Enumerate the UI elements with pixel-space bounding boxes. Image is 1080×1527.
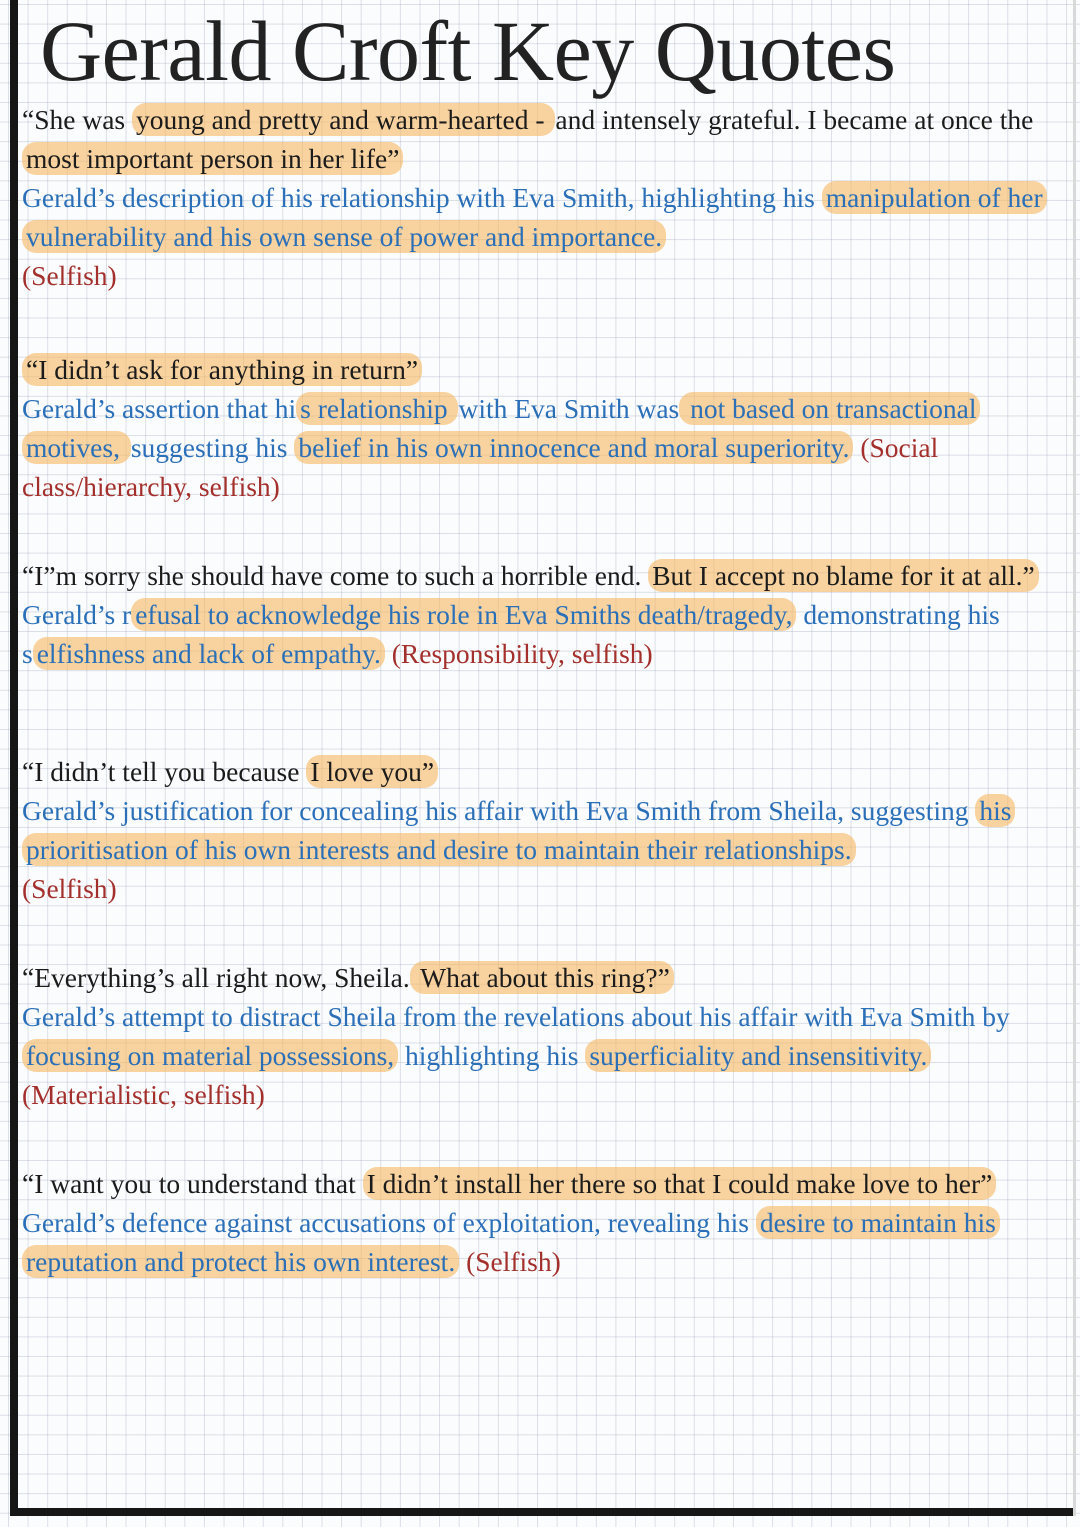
quote-text: “I didn’t ask for anything in return” <box>22 350 1070 389</box>
analysis-text: Gerald’s defence against accusations of exploitation, revealing his desire to maintain his reputation and protect his own interest. (Selfish) <box>22 1203 1070 1281</box>
theme-tag: (Selfish) <box>22 260 117 291</box>
page-edge-bottom <box>10 1508 1076 1516</box>
quote-text: “I want you to understand that I didn’t install her there so that I could make love to her” <box>22 1164 1070 1203</box>
quote-entry-3 <box>22 556 1070 673</box>
theme-tag: (Selfish) <box>22 873 117 904</box>
quote-text: “I didn’t tell you because I love you” <box>22 752 1070 791</box>
quote-entry-4 <box>22 752 1070 908</box>
theme-tag: (Responsibility, selfish) <box>384 638 653 669</box>
analysis-text: Gerald’s assertion that hi s relationship with Eva Smith was not based on transactional motives, suggesting his belief in his own innocence and moral superiority. (Social class/hierarchy, selfish) <box>22 389 1070 506</box>
page-title: Gerald Croft Key Quotes <box>40 3 896 99</box>
quote-text: “Everything’s all right now, Sheila. What about this ring?” <box>22 958 1070 997</box>
theme-tag: (Selfish) <box>459 1246 561 1277</box>
quote-text: “I”m sorry she should have come to such a horrible end. But I accept no blame for it at all.” <box>22 556 1070 595</box>
theme-tag: (Social class/hierarchy, selfish) <box>22 432 939 502</box>
page-edge-left <box>10 0 18 1516</box>
analysis-text: Gerald’s attempt to distract Sheila from the revelations about his affair with Eva Smith by focusing on material possessions, highlighting his superficiality and insensitivity. <box>22 1001 1010 1071</box>
quote-entry-6 <box>22 1164 1070 1281</box>
analysis-text: Gerald’s r efusal to acknowledge his role in Eva Smiths death/tragedy, demonstrating his s elfishness and lack of empathy. (Responsibility, selfish) <box>22 599 1000 669</box>
analysis-text: Gerald’s justification for concealing his affair with Eva Smith from Sheila, suggesting his prioritisation of his own interests and desire to maintain their relationships. <box>22 791 1070 869</box>
page-edge-right <box>1073 0 1076 1516</box>
quote-text: “She was young and pretty and warm-hearted - and intensely grateful. I became at once the most important person in her life” <box>22 104 1034 174</box>
analysis-text: Gerald’s description of his relationship with Eva Smith, highlighting his manipulation of her vulnerability and his own sense of power and importance. <box>22 178 1070 256</box>
quote-entry-2 <box>22 350 1070 506</box>
quote-entry-1 <box>22 100 1070 295</box>
theme-tag: (Materialistic, selfish) <box>22 1079 265 1110</box>
quote-entry-5 <box>22 958 1070 1114</box>
